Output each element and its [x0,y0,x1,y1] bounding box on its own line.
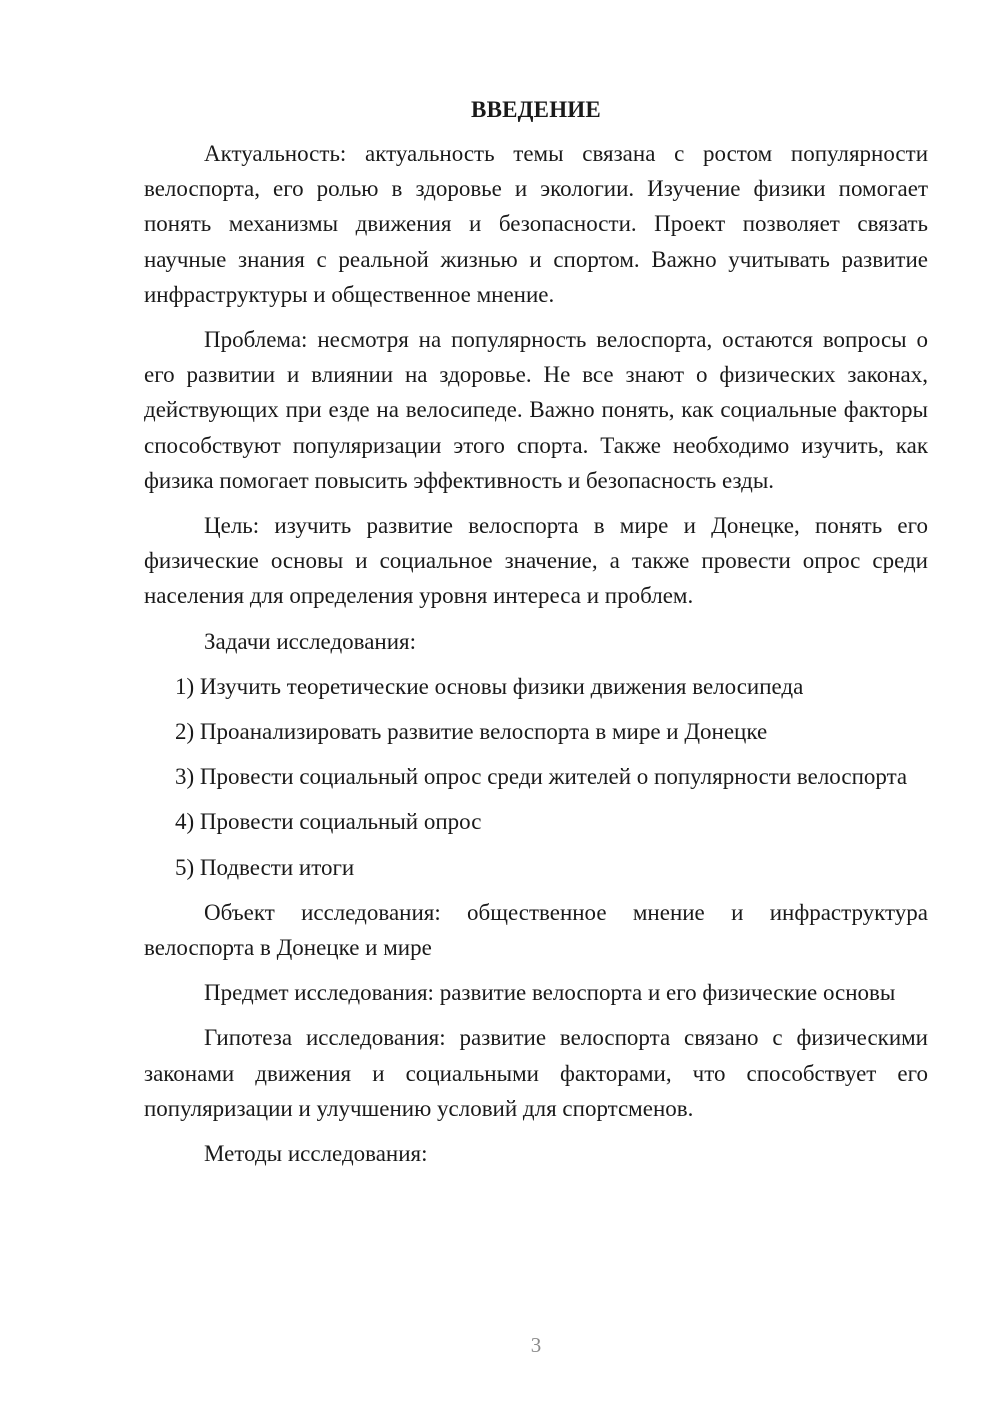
task-item-3: 3) Провести социальный опрос среди жителей о популярности велоспорта [175,764,908,790]
paragraph-goal: Цель: изучить развитие велоспорта в мире и Донецке, понять его физические основы и социальное значение, а также провести опрос среди населения для определения уровня интереса и проблем. [144,513,928,609]
task-item-1: 1) Изучить теоретические основы физики движения велосипеда [175,673,804,699]
paragraph-object: Объект исследования: общественное мнение и инфраструктура велоспорта в Донецке и мире [144,899,928,961]
task-item-2: 2) Проанализировать развитие велоспорта в мире и Донецке [175,719,768,745]
paragraph-hypothesis: Гипотеза исследования: развитие велоспорта связано с физическими законами движения и социальными факторами, что способствует его популяризации и улучшению условий для спортсменов. [144,1025,928,1121]
paragraph-problem: Проблема: несмотря на популярность велоспорта, остаются вопросы о его развитии и влиянии на здоровье. Не все знают о физических законах, действующих при езде на велосипеде. Важно понять, как социальные факторы способствуют популяризации этого спорта. Также необходимо изучить, как физика помогает повысить эффективность и безопасность езды. [144,327,928,493]
paragraph-tasks-heading: Задачи исследования: [204,628,417,654]
paragraph-methods: Методы исследования: [204,1141,428,1167]
task-item-4: 4) Провести социальный опрос [175,809,482,835]
task-item-5: 5) Подвести итоги [175,854,355,880]
section-title: ВВЕДЕНИЕ [471,97,601,122]
paragraph-subject: Предмет исследования: развитие велоспорта и его физические основы [204,980,896,1006]
page-number: 3 [530,1333,542,1357]
document-body [144,92,928,1181]
paragraph-relevance: Актуальность: актуальность темы связана с ростом популярности велоспорта, его ролью в здоровье и экологии. Изучение физики помогает понять механизмы движения и безопасности. Проект позволяет связать научные знания с реальной жизнью и спортом. Важно учитывать развитие инфраструктуры и общественное мнение. [144,141,928,307]
